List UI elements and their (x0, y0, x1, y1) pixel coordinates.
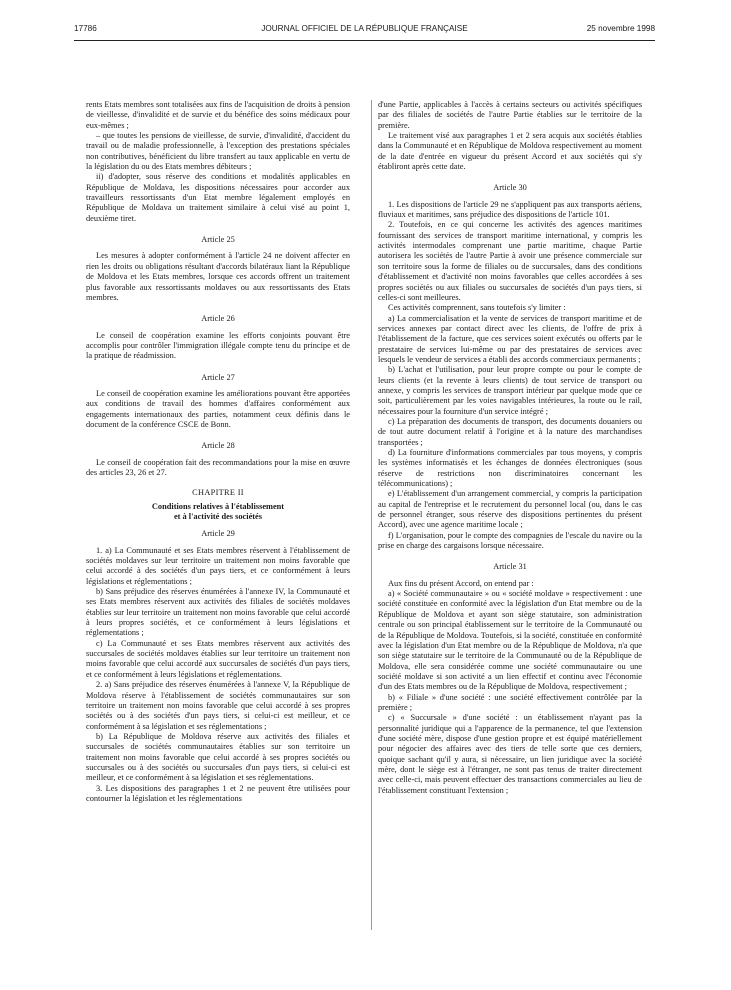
paragraph: 1. a) La Communauté et ses Etats membres réservent à l'établissement de sociétés moldaves sur leur territoire un traitement non moins favorable que celui accordé à des sociétés d'un pays tiers, et ce conformément à leurs législations et réglementations ; (86, 545, 350, 586)
paragraph: f) L'organisation, pour le compte des compagnies de l'escale du navire ou la prise en charge des cargaisons lorsque nécessaire. (378, 530, 642, 551)
left-column (86, 100, 350, 804)
paragraph: 1. Les dispositions de l'article 29 ne s'appliquent pas aux transports aériens, fluviaux et maritimes, sans préjudice des dispositions de l'article 101. (378, 199, 642, 220)
paragraph: 2. a) Sans préjudice des réserves énumérées à l'annexe V, la République de Moldova réserve à l'établissement de sociétés communautaires sur son territoire un traitement non moins favorable que celui accordé à ses propres sociétés ou à des sociétés d'un pays tiers, si celui-ci est meilleur, et ce conformément à sa législation et ses réglementations ; (86, 680, 350, 731)
paragraph: Le conseil de coopération fait des recommandations pour la mise en œuvre des articles 23, 26 et 27. (86, 457, 350, 477)
paragraph: c) La Communauté et ses Etats membres réservent aux activités des succursales de sociétés moldaves établies sur leur territoire un traitement non moins favorable que celui accordé aux succursales de sociétés d'un pays tiers, et ce conformément à leurs législations et réglementations. (86, 638, 350, 679)
article-heading: Article 25 (201, 235, 235, 245)
paragraph: a) La commercialisation et la vente de services de transport maritime et de services annexes par contact direct avec les clients, de l'offre de prix à l'établissement de la facture, que ces services soient exécutés ou offerts par le prestataire de services lui-même ou par des prestataires de services avec lesquels le vendeur de services a établi des accords commerciaux permanents ; (378, 313, 642, 364)
chapter-title-line: Conditions relatives à l'établissement (151, 501, 285, 511)
article-heading: Article 31 (493, 562, 527, 572)
paragraph: b) Sans préjudice des réserves énumérées à l'annexe IV, la Communauté et ses Etats membres réservent aux activités des filiales de sociétés moldaves établies sur leur territoire un traitement non moins favorable que celui accordé à leurs propres sociétés, et ce conformément à leurs législations et réglementations ; (86, 587, 350, 638)
article-heading: Article 26 (201, 314, 235, 324)
paragraph: Le conseil de coopération examine les efforts conjoints pouvant être accomplis pour contrôler l'immigration illégale compte tenu du principe et de la pratique de réadmission. (86, 330, 350, 361)
chapter-heading: CHAPITRE II (192, 488, 244, 498)
header-rule (74, 40, 655, 41)
paragraph: d'une Partie, applicables à l'accès à certains secteurs ou activités spécifiques par des filiales de sociétés de l'autre Partie établies sur le territoire de la première. (378, 100, 642, 130)
column-divider (371, 100, 372, 930)
chapter-title-line: et à l'activité des sociétés (173, 512, 263, 521)
paragraph: d) La fourniture d'informations commerciales par tous moyens, y compris les systèmes informatisés et les échanges de données électroniques (sous réserve de restrictions non discriminatoires concernant les télécommunications) ; (378, 448, 642, 489)
paragraph: Le conseil de coopération examine les améliorations pouvant être apportées aux conditions de travail des hommes d'affaires conformément aux engagements internationaux des parties, notamment ceux définis dans le document de la conférence CSCE de Bonn. (86, 388, 350, 429)
paragraph: rents Etats membres sont totalisées aux fins de l'acquisition de droits à pension de vieillesse, d'invalidité et de survie et du bénéfice des soins médicaux pour eux-mêmes ; (86, 100, 350, 130)
issue-date: 25 novembre 1998 (586, 24, 655, 33)
page-number: 17786 (74, 24, 97, 33)
paragraph: Les mesures à adopter conformément à l'article 24 ne doivent affecter en rien les droits ou obligations résultant d'accords bilatéraux liant la République de Moldova et les Etats membres, lorsque ces accords offrent un traitement plus favorable aux ressortissants moldaves ou aux ressortissants des Etats membres. (86, 251, 350, 302)
paragraph: 3. Les dispositions des paragraphes 1 et 2 ne peuvent être utilisées pour contourner la législation et les réglementations (86, 783, 350, 803)
article-heading: Article 30 (493, 183, 527, 193)
journal-title: JOURNAL OFFICIEL DE LA RÉPUBLIQUE FRANÇAISE (261, 24, 468, 33)
right-column (378, 100, 642, 796)
page-header (74, 24, 655, 38)
paragraph: – que toutes les pensions de vieillesse, de survie, d'invalidité, d'accident du travail ou de maladie professionnelle, à l'exception des prestations spéciales non contributives, bénéficient du libre transfert au taux applicable en vertu de la législation du ou des Etats membres débiteurs ; (86, 131, 350, 172)
paragraph: c) « Succursale » d'une société : un établissement n'ayant pas la personnalité juridique qui a l'apparence de la permanence, tel que l'extension d'une société mère, dispose d'une gestion propre et est équipé matériellement pour négocier des affaires avec des tiers de telle sorte que ces derniers, quoique sachant qu'il y aura, si nécessaire, un lien juridique avec la société mère, dont le siège est à l'étranger, ne sont pas tenus de traiter directement avec celle-ci, mais peuvent effectuer des transactions commerciales au lieu de l'établissement constituant l'extension ; (378, 713, 642, 795)
paragraph: Ces activités comprennent, sans toutefois s'y limiter : (388, 303, 566, 313)
paragraph: Aux fins du présent Accord, on entend par : (388, 578, 534, 588)
paragraph: Le traitement visé aux paragraphes 1 et 2 sera acquis aux sociétés établies dans la Communauté et en République de Moldova respectivement au moment de la date d'entrée en vigueur du présent Accord et aux sociétés qui s'y établiront après cette date. (378, 131, 642, 172)
article-heading: Article 28 (201, 441, 235, 451)
chapter-title (86, 502, 350, 523)
article-heading: Article 29 (201, 529, 235, 539)
paragraph: b) L'achat et l'utilisation, pour leur propre compte ou pour le compte de leurs clients (et la revente à leurs clients) de tout service de transport ou annexe, y compris les services de transport intérieur par quelque mode que ce soit, particulièrement par les voies navigables intérieures, la route ou le rail, nécessaires pour la fourniture d'un service intégré ; (378, 365, 642, 416)
paragraph: ii) d'adopter, sous réserve des conditions et modalités applicables en République de Moldava, les dispositions nécessaires pour accorder aux travailleurs ressortissants d'un Etat membre légalement employés en République de Moldava un traitement similaire à celui visé au point 1, deuxième tiret. (86, 172, 350, 223)
article-heading: Article 27 (201, 372, 235, 382)
paragraph: 2. Toutefois, en ce qui concerne les activités des agences maritimes fournissant des services de transport maritime international, y compris les activités intermodales comprenant une partie maritime, chaque Partie autorisera les sociétés de l'autre Partie à avoir une présence commerciale sur son territoire sous la forme de filiales ou de succursales, dans des conditions d'établissement et d'activité non moins favorables que celles accordées à ses propres sociétés ou aux filiales ou succursales de sociétés d'un pays tiers, si celles-ci sont meilleures. (378, 220, 642, 302)
paragraph: b) « Filiale » d'une société : une société effectivement contrôlée par la première ; (378, 692, 642, 712)
paragraph: b) La République de Moldova réserve aux activités des filiales et succursales de sociétés communautaires établies sur son territoire un traitement non moins favorable que celui accordé à ses propres sociétés ou succursales ou à des sociétés ou succursales d'un pays tiers, si celui-ci est meilleur, et ce conformément à sa législation et ses réglementations. (86, 731, 350, 783)
paragraph: c) La préparation des documents de transport, des documents douaniers ou de tout autre document relatif à l'origine et à la nature des marchandises transportées ; (378, 416, 642, 447)
paragraph: a) « Société communautaire » ou « société moldave » respectivement : une société constituée en conformité avec la législation d'un Etat membre ou de la République de Moldova et ayant son siège statutaire, son administration centrale ou son principal établissement sur le territoire de la Communauté ou de la République de Moldova. Toutefois, si la société, constituée en conformité avec la législation d'un Etat membre ou de la République de Moldova, n'a que son siège statutaire sur le territoire de la Communauté ou de la République de Moldova, elle sera considérée comme une société communautaire ou une société moldave si son activité a un lien effectif et continu avec l'économie d'un des Etats membres ou de la République de Moldova, respectivement ; (378, 589, 642, 692)
paragraph: e) L'établissement d'un arrangement commercial, y compris la participation au capital de l'entreprise et le recrutement du personnel local (ou, dans le cas de personnel étranger, sous réserve des dispositions pertinentes du présent Accord), avec une agence maritime locale ; (378, 489, 642, 530)
